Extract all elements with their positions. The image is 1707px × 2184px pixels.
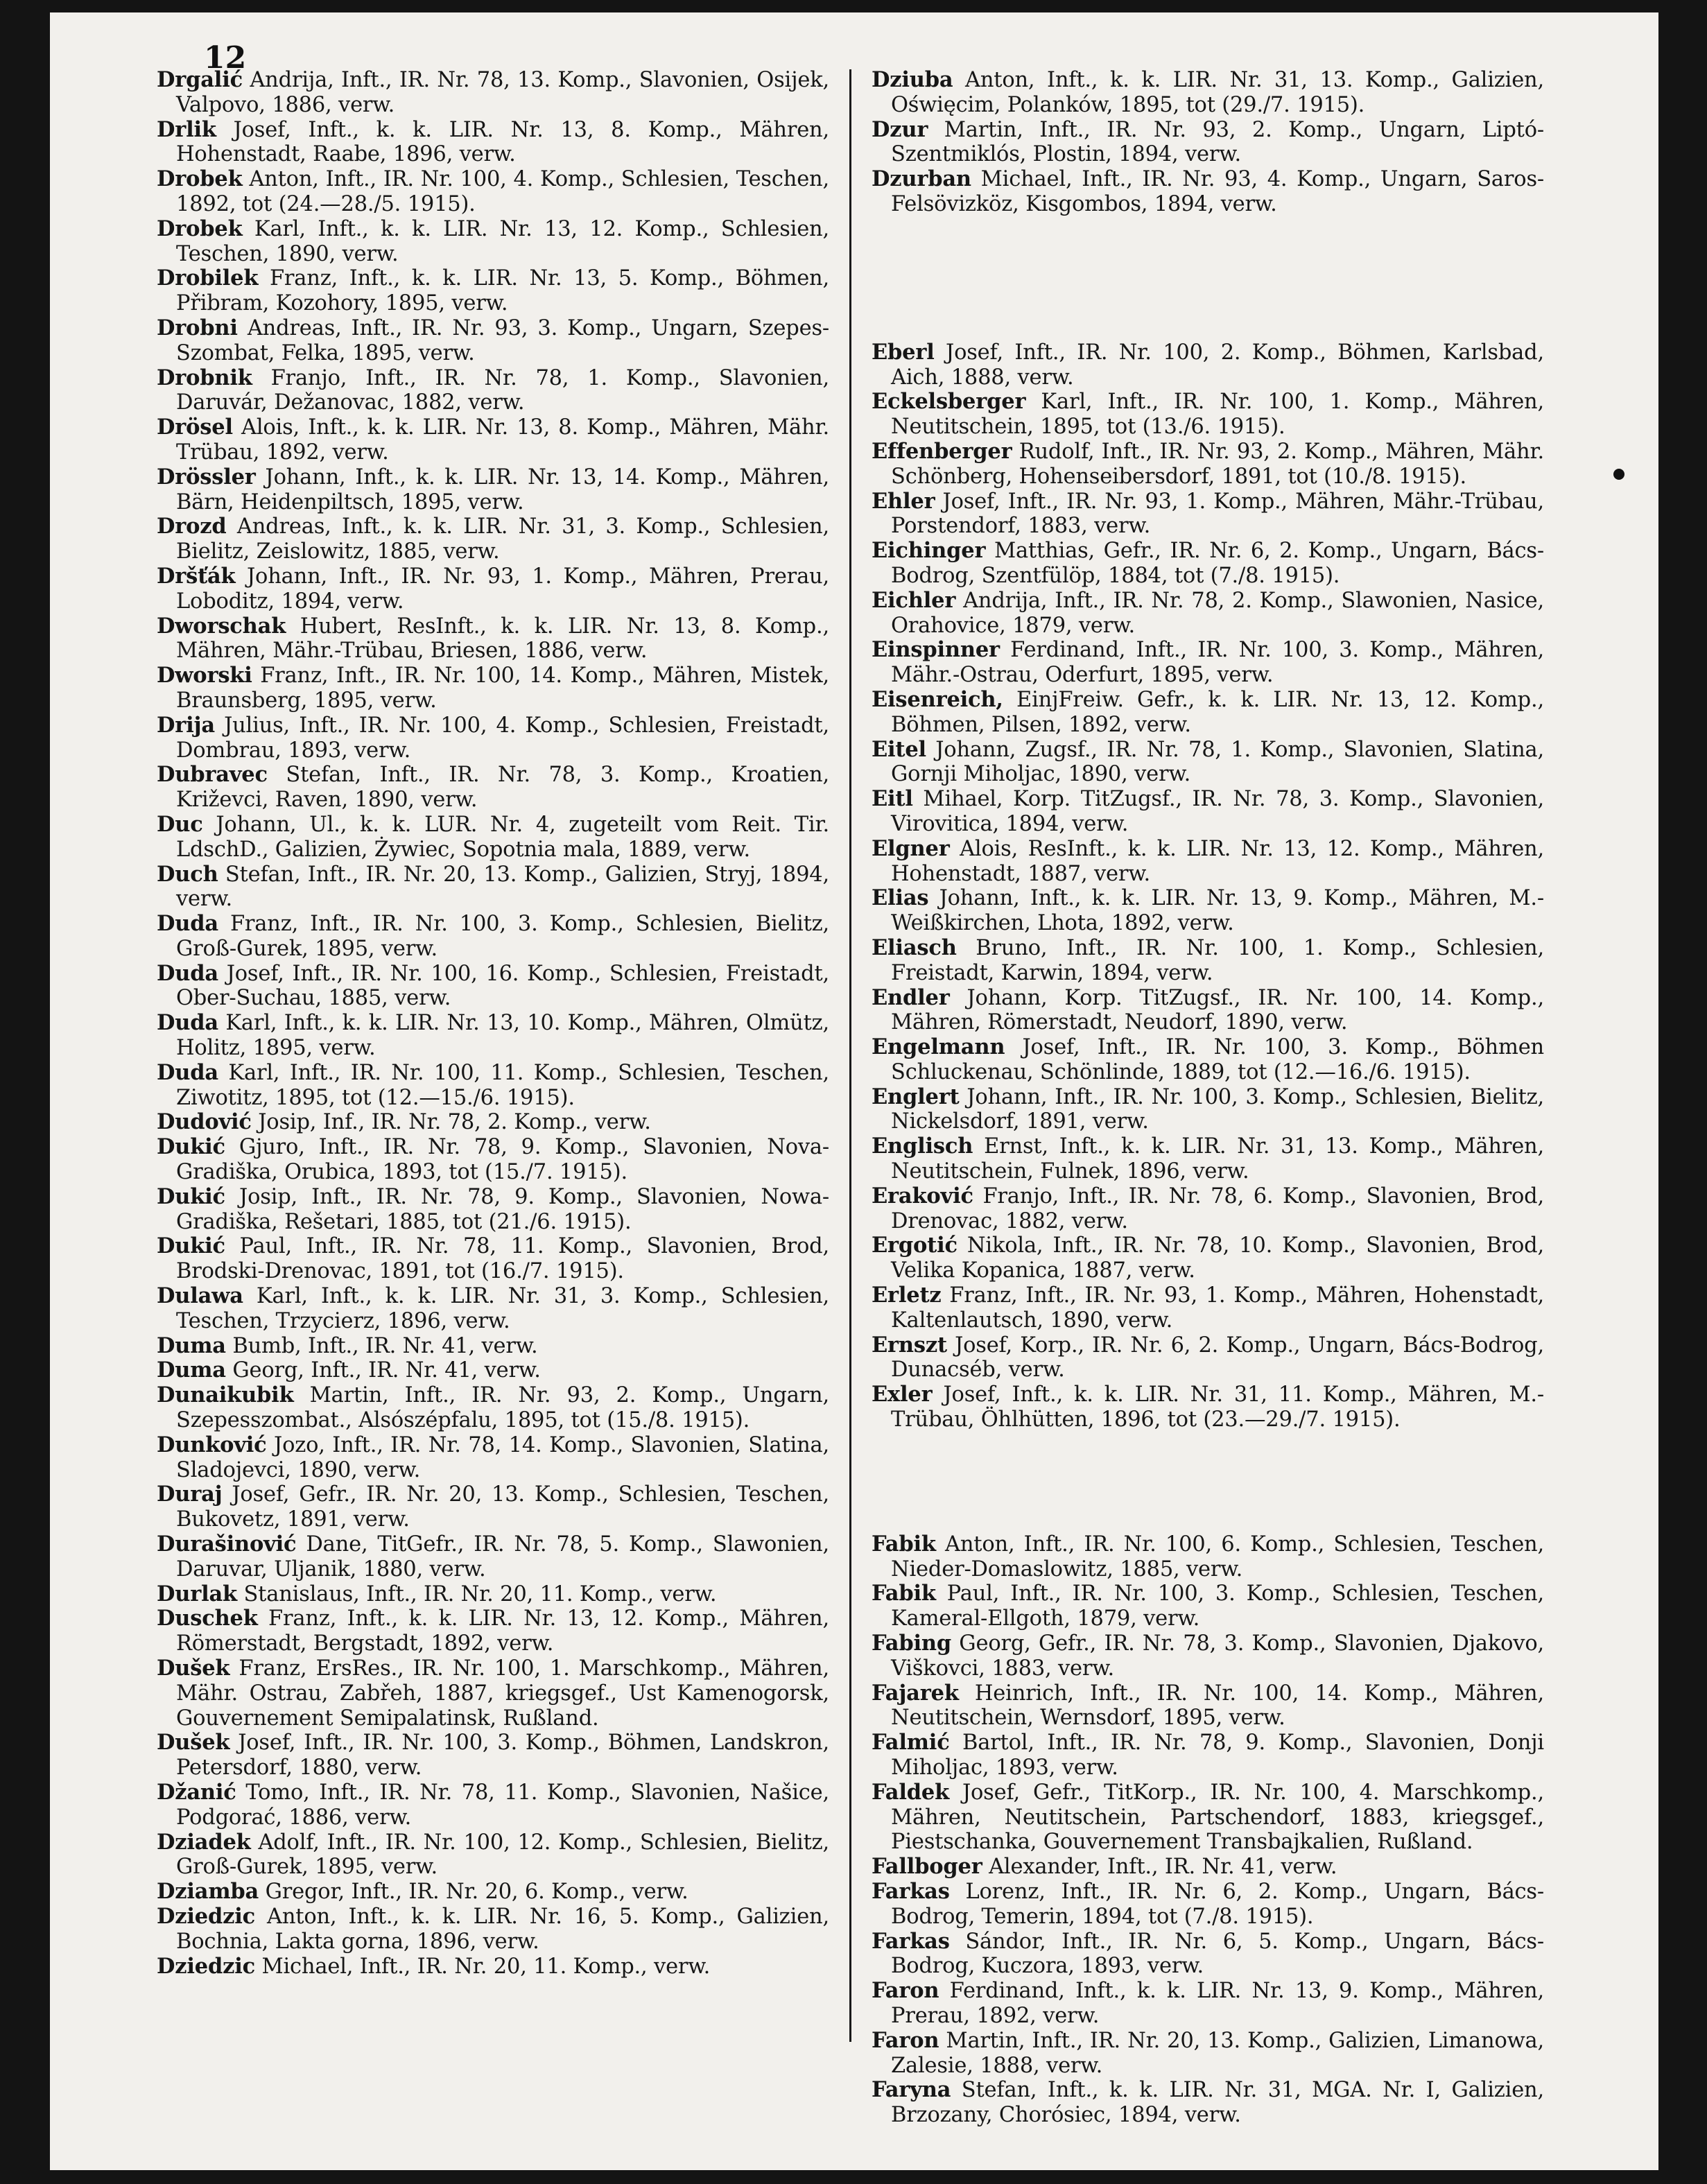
list-item: [872, 1681, 1544, 1731]
entry-surname: Dziedzic: [157, 1953, 255, 1979]
list-item: [157, 1532, 829, 1582]
list-item: [157, 1358, 829, 1383]
entry-surname: Elias: [872, 885, 929, 911]
list-item: [872, 1283, 1544, 1333]
entry-surname: Dziedzic: [157, 1903, 255, 1929]
entry-surname: Endler: [872, 985, 950, 1010]
entry-details: Martin, Inft., IR. Nr. 93, 2. Komp., Ungarn, Liptó-Szentmiklós, Plostin, 1894, verw.: [891, 117, 1544, 167]
entry-details: Rudolf, Inft., IR. Nr. 93, 2. Komp., Mähren, Mähr. Schönberg, Hohenseibersdorf, 1891, tot (10./8. 1915).: [891, 439, 1544, 489]
entry-details: Josef, Gefr., IR. Nr. 20, 13. Komp., Schlesien, Teschen, Bukovetz, 1891, verw.: [176, 1482, 829, 1532]
list-item: [872, 1134, 1544, 1184]
list-item: [157, 1780, 829, 1830]
entry-surname: Dunaikubik: [157, 1383, 294, 1408]
entry-details: Martin, Inft., IR. Nr. 93, 2. Komp., Ungarn, Szepesszombat., Alsószépfalu, 1895, tot (15./8. 1915).: [176, 1383, 829, 1433]
entry-surname: Fabing: [872, 1631, 951, 1656]
entry-details: Martin, Inft., IR. Nr. 20, 13. Komp., Galizien, Limanowa, Zalesie, 1888, verw.: [891, 2028, 1544, 2078]
entry-surname: Drija: [157, 712, 215, 738]
entry-surname: Einspinner: [872, 637, 1000, 663]
entry-details: Alois, Inft., k. k. LIR. Nr. 13, 8. Komp., Mähren, Mähr. Trübau, 1892, verw.: [176, 415, 829, 465]
entry-details: Bumb, Inft., IR. Nr. 41, verw.: [225, 1333, 538, 1358]
list-item: [157, 713, 829, 763]
list-item: [872, 440, 1544, 489]
entry-details: Dane, TitGefr., IR. Nr. 78, 5. Komp., Slawonien, Daruvar, Uljanik, 1880, verw.: [176, 1532, 829, 1581]
entry-details: Andrija, Inft., IR. Nr. 78, 2. Komp., Slawonien, Nasice, Orahovice, 1879, verw.: [891, 588, 1544, 638]
entry-details: Franjo, Inft., IR. Nr. 78, 6. Komp., Slavonien, Brod, Drenovac, 1882, verw.: [891, 1184, 1544, 1233]
list-item: [872, 1880, 1544, 1930]
list-item: [872, 837, 1544, 887]
entry-details: Franz, Inft., k. k. LIR. Nr. 13, 5. Komp., Böhmen, Přibram, Kozohory, 1895, verw.: [176, 266, 829, 316]
list-item: [157, 564, 829, 614]
entry-surname: Fajarek: [872, 1680, 959, 1706]
entry-details: Andreas, Inft., IR. Nr. 93, 3. Komp., Ungarn, Szepes-Szombat, Felka, 1895, verw.: [176, 315, 829, 365]
entry-details: Georg, Gefr., IR. Nr. 78, 3. Komp., Slavonien, Djakovo, Viškovci, 1883, verw.: [891, 1631, 1544, 1681]
entry-details: Mihael, Korp. TitZugsf., IR. Nr. 78, 3. Komp., Slavonien, Virovitica, 1894, verw.: [891, 787, 1544, 836]
entry-details: Andreas, Inft., k. k. LIR. Nr. 31, 3. Komp., Schlesien, Bielitz, Zeislowitz, 1885, verw.: [176, 514, 829, 564]
list-item: [872, 1085, 1544, 1135]
list-item: [872, 1184, 1544, 1234]
list-item: [872, 2078, 1544, 2128]
entry-surname: Drösel: [157, 415, 233, 440]
list-item: [157, 68, 829, 118]
list-item: [872, 1855, 1544, 1880]
list-item: [872, 1631, 1544, 1681]
entry-surname: Dukić: [157, 1184, 225, 1209]
list-item: [872, 1532, 1544, 1582]
list-item: [157, 1880, 829, 1905]
list-item: [872, 886, 1544, 936]
list-item: [157, 614, 829, 664]
entry-surname: Dworski: [157, 663, 252, 688]
entry-surname: Dudović: [157, 1109, 252, 1135]
list-item: [157, 1061, 829, 1111]
list-item: [157, 465, 829, 515]
entry-surname: Drozd: [157, 514, 227, 539]
entry-details: Gregor, Inft., IR. Nr. 20, 6. Komp., verw.: [259, 1880, 688, 1905]
list-item: [157, 1011, 829, 1061]
section-gap: [872, 217, 1544, 340]
entry-surname: Faryna: [872, 2077, 951, 2103]
entry-surname: Duraj: [157, 1482, 223, 1507]
entry-surname: Eberl: [872, 339, 935, 365]
list-item: [872, 539, 1544, 589]
list-item: [157, 1606, 829, 1656]
list-item: [157, 1955, 829, 1979]
left-column: [157, 68, 829, 1979]
entry-details: Karl, Inft., IR. Nr. 100, 1. Komp., Mähren, Neutitschein, 1895, tot (13./6. 1915).: [891, 390, 1544, 440]
entry-surname: Durlak: [157, 1581, 237, 1606]
entry-surname: Eitel: [872, 736, 926, 762]
entry-surname: Drössler: [157, 464, 256, 489]
entry-surname: Erletz: [872, 1283, 942, 1308]
entry-details: Adolf, Inft., IR. Nr. 100, 12. Komp., Schlesien, Bielitz, Groß-Gurek, 1895, verw.: [176, 1830, 829, 1880]
list-item: [157, 118, 829, 168]
entry-surname: Farkas: [872, 1928, 950, 1954]
entry-details: Lorenz, Inft., IR. Nr. 6, 2. Komp., Ungarn, Bács-Bodrog, Temerin, 1894, tot (7./8. 1915).: [891, 1880, 1544, 1929]
list-item: [872, 390, 1544, 440]
ink-dot: [1613, 469, 1624, 480]
entry-surname: Eliasch: [872, 935, 957, 960]
list-item: [157, 763, 829, 813]
entry-details: Anton, Inft., k. k. LIR. Nr. 31, 13. Komp., Galizien, Oświęcim, Polanków, 1895, tot (29./7. 1915).: [891, 68, 1544, 117]
entry-details: Tomo, Inft., IR. Nr. 78, 11. Komp., Slavonien, Našice, Podgorać, 1886, verw.: [176, 1780, 829, 1830]
column-divider: [849, 69, 851, 2042]
entry-details: Johann, Inft., k. k. LIR. Nr. 13, 9. Komp., Mähren, M.-Weißkirchen, Lhota, 1892, verw.: [891, 886, 1544, 936]
entry-surname: Dubravec: [157, 762, 268, 788]
entry-surname: Drobilek: [157, 266, 259, 291]
entry-details: Bruno, Inft., IR. Nr. 100, 1. Komp., Schlesien, Freistadt, Karwin, 1894, verw.: [891, 935, 1544, 985]
list-item: [157, 266, 829, 316]
list-item: [157, 514, 829, 564]
entry-details: Franz, Inft., IR. Nr. 93, 1. Komp., Mähren, Hohenstadt, Kaltenlautsch, 1890, verw.: [891, 1283, 1544, 1333]
entry-surname: Ergotić: [872, 1233, 958, 1258]
entry-details: Stefan, Inft., IR. Nr. 20, 13. Komp., Galizien, Stryj, 1894, verw.: [176, 862, 829, 912]
entry-surname: Fabik: [872, 1581, 936, 1606]
entry-surname: Faron: [872, 1978, 939, 2004]
entry-surname: Drobnik: [157, 365, 252, 390]
list-item: [872, 589, 1544, 639]
entry-details: Stanislaus, Inft., IR. Nr. 20, 11. Komp., verw.: [236, 1581, 717, 1606]
list-item: [872, 340, 1544, 390]
entry-surname: Dukić: [157, 1233, 225, 1259]
entry-surname: Eckelsberger: [872, 389, 1026, 415]
entry-surname: Dziuba: [872, 67, 953, 92]
entry-surname: Drobek: [157, 166, 243, 192]
entry-details: Josef, Inft., IR. Nr. 100, 3. Komp., Böhmen, Landskron, Petersdorf, 1880, verw.: [176, 1731, 829, 1780]
entry-surname: Exler: [872, 1382, 933, 1407]
entry-surname: Eitl: [872, 786, 913, 812]
list-item: [872, 1780, 1544, 1855]
list-item: [872, 68, 1544, 118]
entry-surname: Drobek: [157, 216, 243, 241]
list-item: [872, 986, 1544, 1036]
page-number: 12: [204, 40, 247, 76]
entry-details: Johann, Zugsf., IR. Nr. 78, 1. Komp., Slavonien, Slatina, Gornji Miholjac, 1890, verw.: [891, 737, 1544, 787]
list-item: [872, 787, 1544, 837]
entry-details: Franz, Inft., IR. Nr. 100, 3. Komp., Schlesien, Bielitz, Groß-Gurek, 1895, verw.: [176, 912, 829, 961]
list-item: [157, 863, 829, 912]
list-item: [872, 688, 1544, 738]
entry-details: Johann, Inft., k. k. LIR. Nr. 13, 14. Komp., Mähren, Bärn, Heidenpiltsch, 1895, verw.: [176, 465, 829, 514]
entry-surname: Dziamba: [157, 1879, 259, 1905]
entry-details: Josef, Inft., k. k. LIR. Nr. 31, 11. Komp., Mähren, M.-Trübau, Öhlhütten, 1896, tot (23.—29./7. 1915).: [891, 1383, 1544, 1432]
entry-surname: Englert: [872, 1084, 960, 1109]
list-item: [872, 1979, 1544, 2029]
list-item: [157, 1433, 829, 1483]
entry-details: Heinrich, Inft., IR. Nr. 100, 14. Komp., Mähren, Neutitschein, Wernsdorf, 1895, verw.: [891, 1681, 1544, 1731]
entry-details: Anton, Inft., k. k. LIR. Nr. 16, 5. Komp., Galizien, Bochnia, Lakta gorna, 1896, verw.: [176, 1904, 829, 1954]
entry-surname: Džanić: [157, 1779, 236, 1805]
list-item: [872, 118, 1544, 168]
entry-surname: Faldek: [872, 1779, 949, 1805]
entry-details: Franjo, Inft., IR. Nr. 78, 1. Komp., Slavonien, Daruvár, Dežanovac, 1882, verw.: [176, 365, 829, 415]
entry-surname: Dršťák: [157, 563, 236, 589]
entry-surname: Farkas: [872, 1879, 950, 1904]
list-item: [157, 912, 829, 962]
entry-surname: Dzurban: [872, 166, 971, 192]
entry-details: Jozo, Inft., IR. Nr. 78, 14. Komp., Slavonien, Slatina, Sladojevci, 1890, verw.: [176, 1432, 829, 1482]
entry-surname: Engelmann: [872, 1034, 1005, 1060]
list-item: [157, 962, 829, 1012]
list-item: [872, 167, 1544, 217]
entry-surname: Eisenreich,: [872, 686, 1003, 712]
entry-details: Michael, Inft., IR. Nr. 20, 11. Komp., verw.: [254, 1954, 711, 1979]
entry-details: Johann, Korp. TitZugsf., IR. Nr. 100, 14. Komp., Mähren, Römerstadt, Neudorf, 1890, verw.: [891, 985, 1544, 1035]
entry-surname: Faron: [872, 2027, 939, 2053]
entry-surname: Falmić: [872, 1730, 950, 1756]
list-item: [157, 1185, 829, 1235]
list-item: [872, 1731, 1544, 1780]
entry-surname: Eichler: [872, 587, 956, 613]
entry-details: Josef, Inft., IR. Nr. 100, 2. Komp., Böhmen, Karlsbad, Aich, 1888, verw.: [891, 340, 1544, 390]
entry-surname: Drlik: [157, 116, 216, 142]
entry-details: Sándor, Inft., IR. Nr. 6, 5. Komp., Ungarn, Bács-Bodrog, Kuczora, 1893, verw.: [891, 1929, 1544, 1979]
entry-surname: Duschek: [157, 1606, 258, 1631]
entry-details: Michael, Inft., IR. Nr. 93, 4. Komp., Ungarn, Saros-Felsövizköz, Kisgombos, 1894, verw.: [891, 167, 1544, 216]
list-item: [157, 1905, 829, 1955]
entry-details: Josef, Gefr., TitKorp., IR. Nr. 100, 4. Marschkomp., Mähren, Neutitschein, Partschendorf, 1883, kriegsgef., Piestschanka, Gouvernement Transbajkalien, Rußland.: [891, 1780, 1544, 1855]
entry-details: Nikola, Inft., IR. Nr. 78, 10. Komp., Slavonien, Brod, Velika Kopanica, 1887, verw.: [891, 1233, 1544, 1283]
entry-details: Ferdinand, Inft., IR. Nr. 100, 3. Komp., Mähren, Mähr.-Ostrau, Oderfurt, 1895, verw.: [891, 638, 1544, 688]
entry-surname: Ernszt: [872, 1332, 947, 1358]
entry-details: Karl, Inft., IR. Nr. 100, 11. Komp., Schlesien, Teschen, Ziwotitz, 1895, tot (12.—15./6. 1915).: [176, 1060, 829, 1110]
entry-details: Paul, Inft., IR. Nr. 78, 11. Komp., Slavonien, Brod, Brodski-Drenovac, 1891, tot (16./7. 1915).: [176, 1234, 829, 1284]
entry-details: Paul, Inft., IR. Nr. 100, 3. Komp., Schlesien, Teschen, Kameral-Ellgoth, 1879, verw.: [891, 1581, 1544, 1631]
list-item: [872, 936, 1544, 986]
list-item: [872, 738, 1544, 788]
entry-surname: Eraković: [872, 1183, 973, 1208]
entry-details: Johann, Inft., IR. Nr. 100, 3. Komp., Schlesien, Bielitz, Nickelsdorf, 1891, verw.: [891, 1084, 1544, 1134]
entry-surname: Dušek: [157, 1730, 230, 1756]
entry-details: Matthias, Gefr., IR. Nr. 6, 2. Komp., Ungarn, Bács-Bodrog, Szentfülöp, 1884, tot (7./8. 1915).: [891, 539, 1544, 588]
list-item: [157, 1383, 829, 1433]
entry-surname: Durašinović: [157, 1532, 297, 1557]
entry-surname: Eichinger: [872, 538, 986, 564]
entry-surname: Duda: [157, 1059, 218, 1085]
list-item: [157, 366, 829, 416]
entry-details: Alexander, Inft., IR. Nr. 41, verw.: [982, 1855, 1337, 1880]
entry-details: Anton, Inft., IR. Nr. 100, 6. Komp., Schlesien, Teschen, Nieder-Domaslowitz, 1885, verw.: [891, 1532, 1544, 1581]
list-item: [157, 1731, 829, 1780]
entry-surname: Fabik: [872, 1531, 936, 1557]
entry-details: Alois, ResInft., k. k. LIR. Nr. 13, 12. Komp., Mähren, Hohenstadt, 1887, verw.: [891, 836, 1544, 886]
entry-details: Johann, Inft., IR. Nr. 93, 1. Komp., Mähren, Prerau, Loboditz, 1894, verw.: [176, 564, 829, 614]
list-item: [157, 1135, 829, 1185]
entry-details: Julius, Inft., IR. Nr. 100, 4. Komp., Schlesien, Freistadt, Dombrau, 1893, verw.: [176, 713, 829, 763]
list-item: [157, 1234, 829, 1284]
entry-details: Stefan, Inft., k. k. LIR. Nr. 31, MGA. Nr. I, Galizien, Brzozany, Chorósiec, 1894, verw.: [891, 2078, 1544, 2128]
list-item: [157, 664, 829, 713]
list-item: [872, 1035, 1544, 1085]
list-item: [872, 1383, 1544, 1432]
entry-details: Josip, Inf., IR. Nr. 78, 2. Komp., verw.: [251, 1110, 651, 1135]
entry-surname: Duc: [157, 811, 203, 837]
entry-details: Bartol, Inft., IR. Nr. 78, 9. Komp., Slavonien, Donji Miholjac, 1893, verw.: [891, 1731, 1544, 1780]
entry-details: Karl, Inft., k. k. LIR. Nr. 13, 10. Komp., Mähren, Olmütz, Holitz, 1895, verw.: [176, 1011, 829, 1061]
entry-details: Ferdinand, Inft., k. k. LIR. Nr. 13, 9. Komp., Mähren, Prerau, 1892, verw.: [891, 1979, 1544, 2028]
list-item: [157, 1582, 829, 1607]
entry-surname: Dworschak: [157, 613, 286, 639]
entry-details: Josef, Korp., IR. Nr. 6, 2. Komp., Ungarn, Bács-Bodrog, Dunacséb, verw.: [891, 1333, 1544, 1383]
entry-details: Karl, Inft., k. k. LIR. Nr. 31, 3. Komp., Schlesien, Teschen, Trzycierz, 1896, verw.: [176, 1284, 829, 1333]
list-item: [157, 1482, 829, 1532]
list-item: [872, 638, 1544, 688]
entry-surname: Drobni: [157, 315, 238, 340]
list-item: [872, 1333, 1544, 1383]
entry-details: Josef, Inft., IR. Nr. 100, 3. Komp., Böhmen Schluckenau, Schönlinde, 1889, tot (12.—16./6. 1915).: [891, 1035, 1544, 1084]
right-column: [872, 68, 1544, 2128]
list-item: [872, 2029, 1544, 2079]
list-item: [157, 1110, 829, 1135]
entry-details: EinjFreiw. Gefr., k. k. LIR. Nr. 13, 12. Komp., Böhmen, Pilsen, 1892, verw.: [891, 687, 1544, 737]
entry-surname: Duda: [157, 960, 218, 986]
list-item: [157, 316, 829, 366]
entry-surname: Duma: [157, 1333, 226, 1358]
entry-details: Anton, Inft., IR. Nr. 100, 4. Komp., Schlesien, Teschen, 1892, tot (24.—28./5. 1915).: [176, 167, 829, 216]
entry-details: Franz, Inft., IR. Nr. 100, 14. Komp., Mähren, Mistek, Braunsberg, 1895, verw.: [176, 664, 829, 713]
entry-details: Ernst, Inft., k. k. LIR. Nr. 31, 13. Komp., Mähren, Neutitschein, Fulnek, 1896, verw.: [891, 1134, 1544, 1184]
entry-details: Andrija, Inft., IR. Nr. 78, 13. Komp., Slavonien, Osijek, Valpovo, 1886, verw.: [176, 68, 829, 117]
entry-surname: Duda: [157, 1010, 218, 1036]
list-item: [872, 1581, 1544, 1631]
entry-surname: Dušek: [157, 1656, 230, 1681]
entry-surname: Duda: [157, 911, 218, 937]
list-item: [157, 1284, 829, 1334]
entry-surname: Dzur: [872, 116, 928, 142]
entry-surname: Dunković: [157, 1432, 267, 1457]
entry-details: Franz, Inft., k. k. LIR. Nr. 13, 12. Komp., Mähren, Römerstadt, Bergstadt, 1892, verw.: [176, 1606, 829, 1656]
list-item: [157, 1830, 829, 1880]
entry-surname: Ehler: [872, 488, 935, 514]
entry-surname: Dziadek: [157, 1829, 251, 1855]
entry-details: Josip, Inft., IR. Nr. 78, 9. Komp., Slavonien, Nowa-Gradiška, Rešetari, 1885, tot (21./6. 1915).: [176, 1184, 829, 1234]
list-item: [157, 217, 829, 267]
entry-surname: Fallboger: [872, 1854, 982, 1880]
entry-surname: Drgalić: [157, 67, 243, 92]
entry-surname: Effenberger: [872, 438, 1012, 464]
list-item: [872, 1930, 1544, 1979]
list-item: [872, 1233, 1544, 1283]
list-item: [157, 813, 829, 863]
entry-details: Karl, Inft., k. k. LIR. Nr. 13, 12. Komp., Schlesien, Teschen, 1890, verw.: [176, 216, 829, 266]
entry-details: Stefan, Inft., IR. Nr. 78, 3. Komp., Kroatien, Križevci, Raven, 1890, verw.: [176, 763, 829, 813]
list-item: [157, 415, 829, 465]
entry-surname: Englisch: [872, 1134, 973, 1159]
list-item: [157, 1334, 829, 1359]
entry-surname: Duch: [157, 861, 218, 887]
list-item: [157, 1656, 829, 1731]
entry-surname: Dukić: [157, 1134, 225, 1160]
entry-details: Josef, Inft., k. k. LIR. Nr. 13, 8. Komp., Mähren, Hohenstadt, Raabe, 1896, verw.: [176, 117, 829, 167]
section-gap: [872, 1432, 1544, 1532]
entry-surname: Elgner: [872, 835, 950, 861]
entry-surname: Dulawa: [157, 1283, 243, 1309]
entry-details: Hubert, ResInft., k. k. LIR. Nr. 13, 8. Komp., Mähren, Mähr.-Trübau, Briesen, 1886, verw.: [176, 614, 829, 664]
list-item: [872, 489, 1544, 539]
entry-details: Johann, Ul., k. k. LUR. Nr. 4, zugeteilt vom Reit. Tir. LdschD., Galizien, Żywiec, Sopotnia mala, 1889, verw.: [176, 812, 829, 862]
list-item: [157, 167, 829, 217]
entry-details: Josef, Inft., IR. Nr. 93, 1. Komp., Mähren, Mähr.-Trübau, Porstendorf, 1883, verw.: [891, 489, 1544, 539]
entry-details: Franz, ErsRes., IR. Nr. 100, 1. Marschkomp., Mähren, Mähr. Ostrau, Zabřeh, 1887, kriegsgef., Ust Kamenogorsk, Gouvernement Semipalatinsk, Rußland.: [176, 1656, 829, 1731]
entry-details: Josef, Inft., IR. Nr. 100, 16. Komp., Schlesien, Freistadt, Ober-Suchau, 1885, verw.: [176, 961, 829, 1011]
entry-details: Georg, Inft., IR. Nr. 41, verw.: [225, 1358, 541, 1383]
entry-details: Gjuro, Inft., IR. Nr. 78, 9. Komp., Slavonien, Nova-Gradiška, Orubica, 1893, tot (15./7. 1915).: [176, 1135, 829, 1185]
entry-surname: Duma: [157, 1358, 226, 1383]
